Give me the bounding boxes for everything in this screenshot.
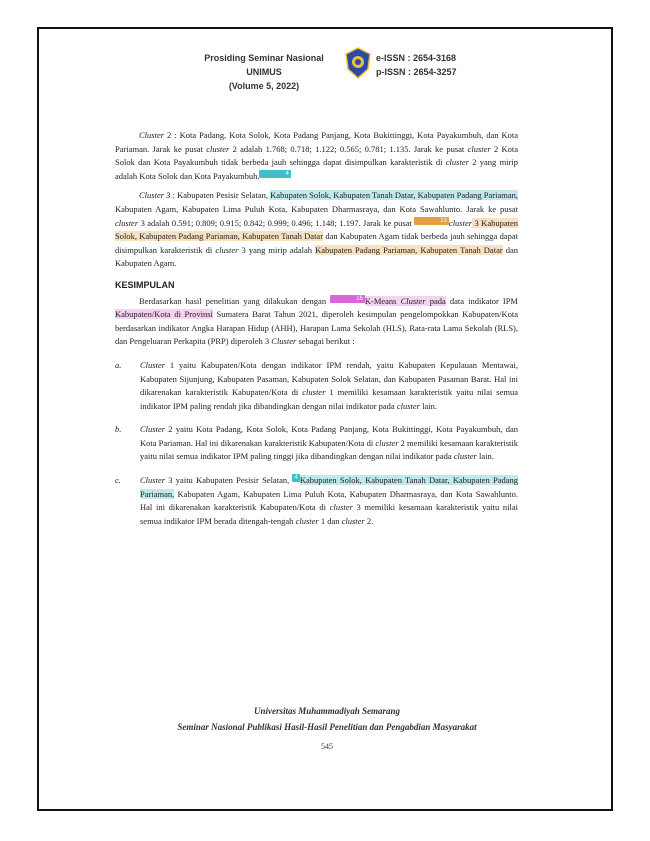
highlight-orange[interactable]: 3 Kabupaten Solok, Kabupaten Padang Pariaman, Kabupaten Tanah Datar xyxy=(115,217,519,242)
term: Cluster 3 xyxy=(139,190,171,201)
term: Cluster xyxy=(271,336,297,347)
paragraph-cluster-3 xyxy=(115,189,518,271)
text: 2 memiliki kesamaan karakteristik yaitu nilai semua indikator IPM paling tinggi jika dibandingkan dengan nilai indikator pada xyxy=(140,437,518,462)
text: 2 yang mirip adalah Kota Solok dan Kota Payakumbuh. xyxy=(115,157,518,181)
text: 2. xyxy=(364,515,374,526)
unimus-logo-icon xyxy=(344,47,372,79)
text: 3 memiliki kesamaan karakteristik yaitu nilai semua indikator IPM berada ditengah-tengah xyxy=(140,502,519,526)
similarity-tag[interactable]: 13 xyxy=(414,217,449,225)
text: 3 yang mirip adalah xyxy=(238,244,316,255)
term: cluster xyxy=(445,157,469,168)
page-frame xyxy=(37,27,613,811)
term: Cluster xyxy=(140,475,166,486)
highlight-pink[interactable]: Kabupaten/Kota di Provinsi xyxy=(115,309,213,320)
paragraph-cluster-2 xyxy=(115,129,518,183)
list-item-b xyxy=(115,423,518,464)
text: lain. xyxy=(476,451,494,462)
similarity-tag[interactable]: 16 xyxy=(330,295,365,303)
highlight-cyan[interactable]: Kabupaten Solok, Kabupaten Tanah Datar, Kabupaten Padang Pariaman, xyxy=(270,190,519,201)
eissn: e-ISSN : 2654-3168 xyxy=(376,53,457,63)
term: Cluster xyxy=(140,359,166,370)
similarity-tag[interactable]: 4 xyxy=(259,170,290,178)
volume-label: (Volume 5, 2022) xyxy=(228,81,300,91)
term: cluster xyxy=(396,400,420,411)
term: cluster xyxy=(448,217,473,228)
list-marker: a. xyxy=(115,359,122,370)
term: cluster xyxy=(341,515,365,526)
list-item-a xyxy=(115,359,518,413)
text: 3 yaitu Kabupaten Pesisir Selatan, xyxy=(165,475,293,486)
page-footer xyxy=(79,703,575,755)
similarity-tag[interactable]: 4 xyxy=(294,475,298,482)
term: cluster xyxy=(329,502,353,513)
pissn: p-ISSN : 2654-3257 xyxy=(376,67,457,77)
term: cluster xyxy=(206,143,230,154)
text: 3 adalah 0.591; 0.809; 0.915; 0.842; 0.999; 0.496; 1.148; 1.197. Jarak ke pusat xyxy=(138,217,415,228)
list-item-c xyxy=(115,474,518,528)
text: sebagai berikut : xyxy=(296,336,355,347)
text: 2 adalah 1.768; 0.718; 1.122; 0.565; 0.781; 1.135. Jarak ke pusat xyxy=(229,143,468,154)
proceedings-title: Prosiding Seminar Nasional UNIMUS xyxy=(204,53,324,77)
text: 2 : Kota Padang, Kota Solok, Kota Padang Panjang, Kota Bukittinggi, Kota Payakumbuh, dan Kota Pariaman. Jarak ke pusat xyxy=(115,130,518,154)
text: lain. xyxy=(419,400,437,411)
page-number: 545 xyxy=(321,742,333,751)
term: cluster xyxy=(302,387,326,398)
seminar-name: Seminar Nasional Publikasi Hasil-Hasil Penelitian dan Pengabdian Masyarakat xyxy=(177,722,477,732)
term: cluster xyxy=(453,451,477,462)
text: K-Means xyxy=(364,295,401,306)
term: cluster xyxy=(295,515,319,526)
list-marker: c. xyxy=(115,475,121,486)
term: cluster xyxy=(375,437,399,448)
text: 2 yaitu Kota Padang, Kota Solok, Kota Padang Panjang, Kota Bukittinggi, Kota Payakumbuh, dan Kota Pariaman. Hal ini dikarenakan karakteristik Kabupaten/Kota di xyxy=(140,424,518,448)
term: cluster xyxy=(215,244,239,255)
term: Cluster xyxy=(400,295,426,306)
text: pada xyxy=(425,295,446,306)
text: dan Kabupaten Agam tidak berbeda jauh sehingga dapat disimpulkan karakteristik di xyxy=(115,231,518,255)
text: 2 Kota Solok dan Kota Payakumbuh tidak berbeda jauh sehingga dapat disimpulkan karakteristik di xyxy=(115,143,519,168)
term: cluster xyxy=(467,143,491,154)
text: data indikator IPM xyxy=(445,295,518,306)
main-content xyxy=(115,129,518,528)
section-heading-kesimpulan: KESIMPULAN xyxy=(115,279,175,290)
header-left xyxy=(189,51,339,93)
header-right xyxy=(376,51,526,79)
text: Kabupaten Agam, Kabupaten Lima Puluh Kota, Kabupaten Dharmasraya, dan Kota Sawahlunto. Hal ini dikarenakan karakteristik Kabupaten/Kota di xyxy=(140,488,518,513)
text: 1 yaitu Kabupaten/Kota dengan indikator IPM rendah, yaitu Kabupaten Kepulauan Mentawai, Kabupaten Sijunjung, Kabupaten Pasaman, Kabupaten Solok Selatan, dan Kabupaten Pasaman Barat. Hal ini dikarenakan karakteristik Kabupaten/Kota di xyxy=(140,359,518,398)
page-header xyxy=(189,43,529,91)
term: Cluster xyxy=(139,130,165,140)
text: Kabupaten Agam, Kabupaten Lima Puluh Kota, Kabupaten Dharmasraya, dan Kota Sawahlunto. Jarak ke pusat xyxy=(115,203,518,214)
text: Berdasarkan hasil penelitian yang dilakukan dengan xyxy=(139,295,331,306)
highlight-orange[interactable]: Kabupaten Padang Pariaman, Kabupaten Tanah Datar xyxy=(315,244,503,255)
paragraph-conclusion xyxy=(115,295,518,349)
highlight-cyan[interactable]: Kabupaten Solok, Kabupaten Tanah Datar, Kabupaten Padang Pariaman, xyxy=(140,475,518,499)
text: dan Kabupaten Agam. xyxy=(115,244,519,269)
text: : Kabupaten Pesisir Selatan, xyxy=(170,190,271,201)
university-name: Universitas Muhammadiyah Semarang xyxy=(253,706,401,716)
term: Cluster xyxy=(140,424,166,435)
list-marker: b. xyxy=(115,424,122,435)
highlight-pink[interactable] xyxy=(365,296,446,306)
text: Sumatera Barat Tahun 2021, diperoleh kesimpulan pengelompokkan Kabupaten/Kota berdasarkan indikator Angka Harapan Hidup (AHH), Harapan Lama Sekolah (HLS), Rata-rata Lama Sekolah (RLS), dan Pengeluaran Perkapita (PRP) diperoleh 3 xyxy=(115,309,518,347)
term: cluster xyxy=(115,217,139,228)
text: 1 memiliki kesamaan karakteristik yaitu nilai semua indikator IPM paling rendah jika dibandingkan dengan nilai indikator pada xyxy=(140,387,518,411)
text: 1 dan xyxy=(318,515,342,526)
